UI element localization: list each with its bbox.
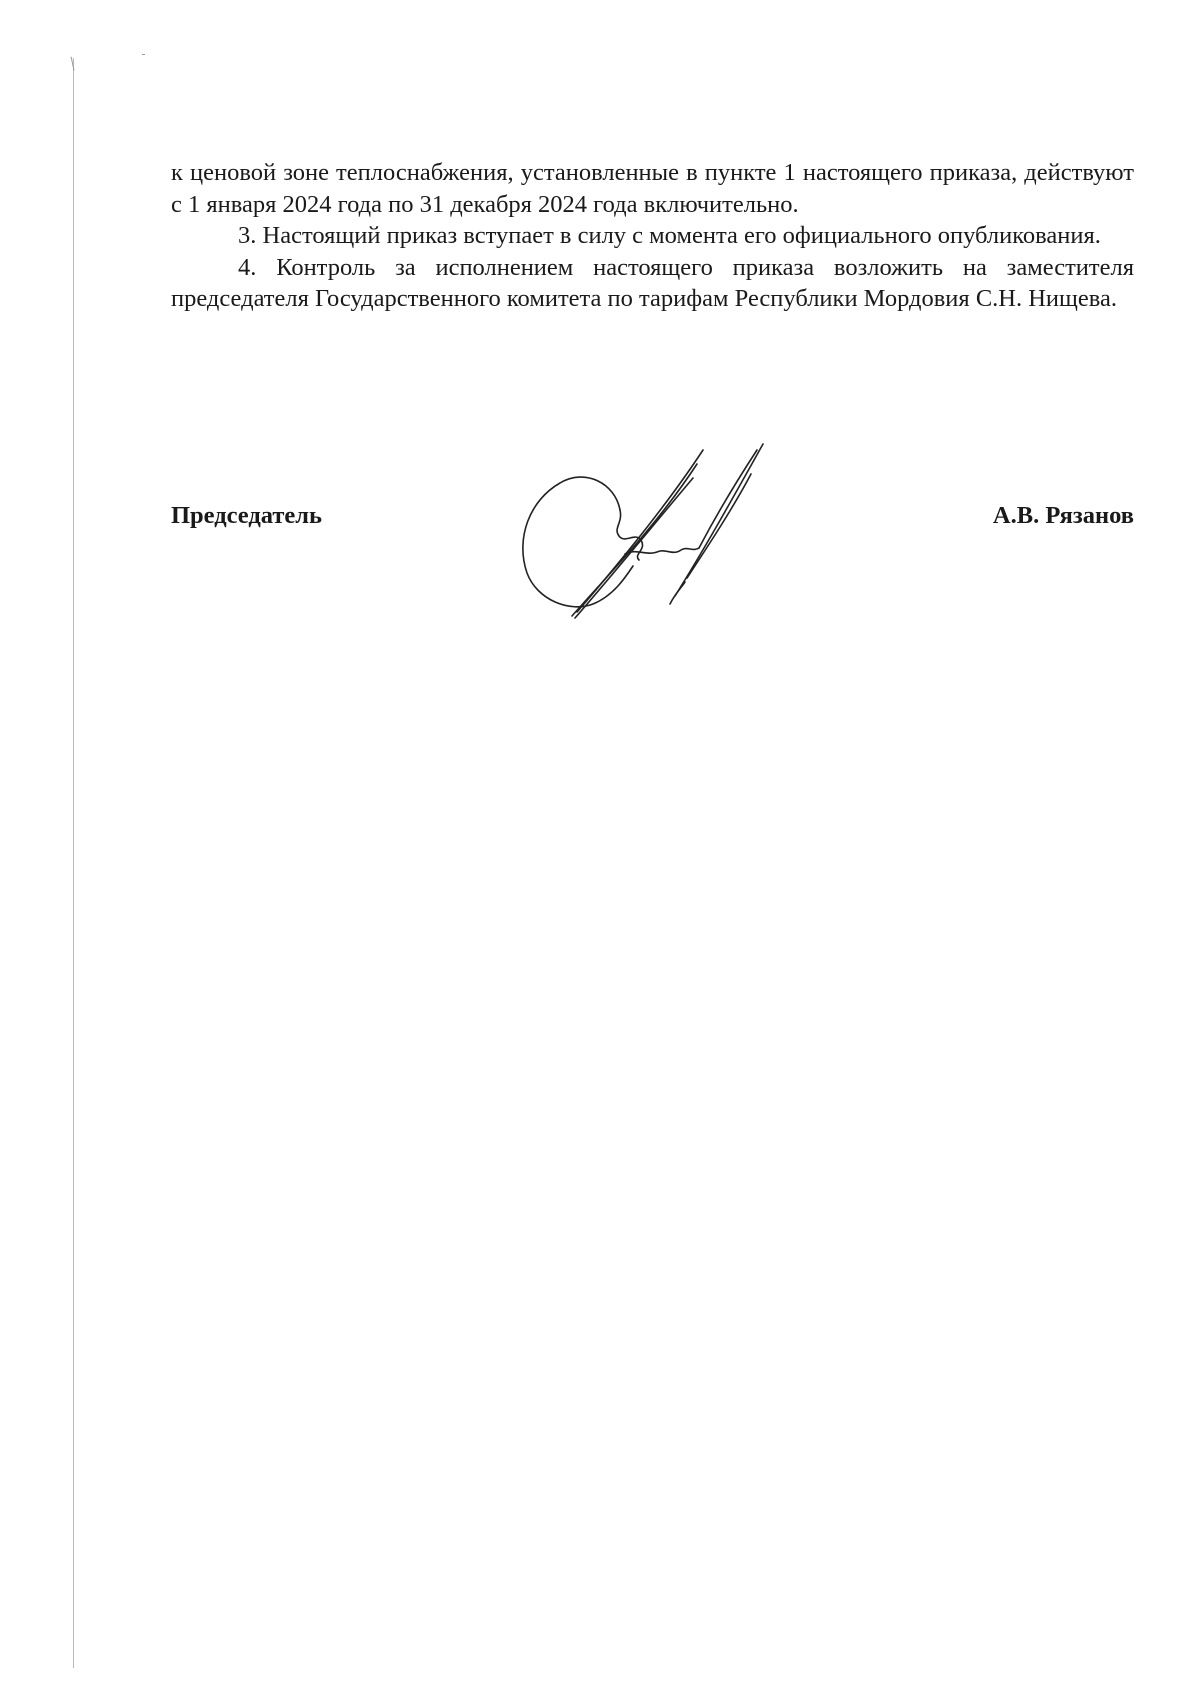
scan-speck bbox=[142, 54, 145, 55]
paragraph-continuation: к ценовой зоне теплоснабжения, установленные в пункте 1 настоящего приказа, действуют с 1 января 2024 года по 31 декабря 2024 года включительно. bbox=[171, 159, 1134, 218]
signatory-title: Председатель bbox=[171, 502, 322, 529]
handwritten-signature bbox=[515, 428, 795, 628]
paragraph-4: 4. Контроль за исполнением настоящего приказа возложить на заместителя председателя Государственного комитета по тарифам Республики Мордовия С.Н. Нищева. bbox=[171, 253, 1134, 312]
scan-edge-mark bbox=[71, 55, 81, 70]
scan-edge-line bbox=[73, 58, 74, 1668]
signatory-name: А.В. Рязанов bbox=[992, 502, 1134, 529]
paragraph-3: 3. Настоящий приказ вступает в силу с момента его официального опубликования. bbox=[238, 222, 1101, 249]
document-body bbox=[171, 157, 1134, 315]
